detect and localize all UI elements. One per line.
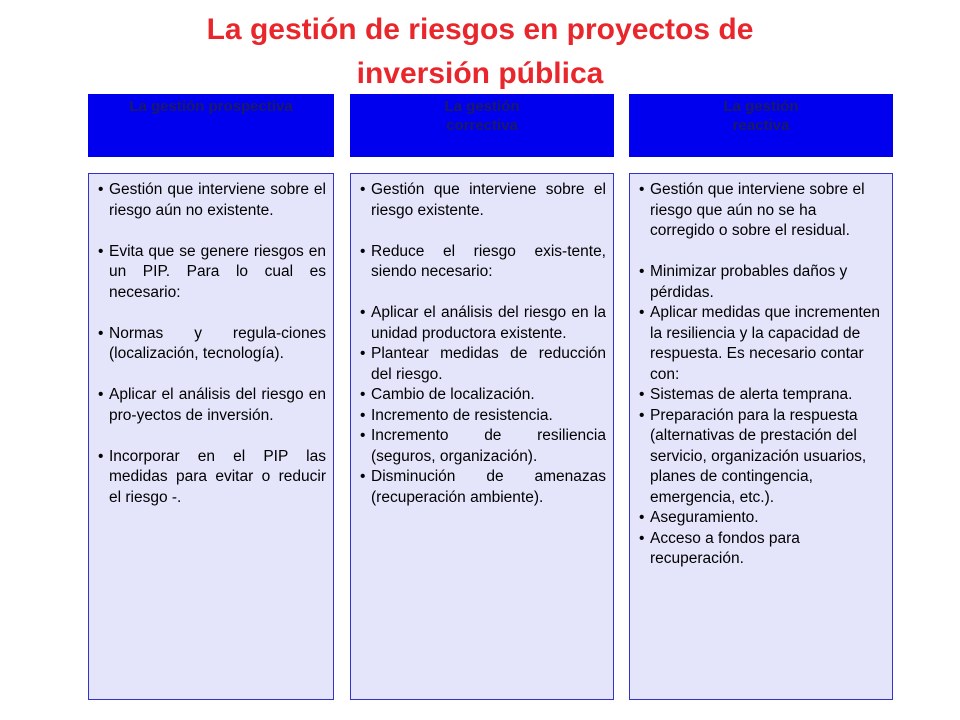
list-item [98,180,326,221]
list-item [98,447,326,509]
list-item-text: Aseguramiento. [650,509,759,526]
bullet-icon: • [98,181,104,198]
list-item [360,385,606,406]
list-item-text: Sistemas de alerta temprana. [650,386,853,403]
list-item-text: Incremento de resiliencia (seguros, organización). [371,427,606,465]
list-item-text: Reduce el riesgo exis-tente, siendo necesario: [371,242,606,280]
list-item-text: Preparación para la respuesta (alternativas de prestación del servicio, organización usuarios, planes de contingencia, emergencia, etc.). [650,406,867,506]
page-title-line-1: La gestión de riesgos en proyectos de [206,13,754,46]
list-item [360,406,606,427]
bullet-icon: • [98,242,104,260]
header-line: La gestión [723,98,799,115]
list-item-text: Disminución de amenazas (recuperación ambiente). [371,468,606,506]
list-item [639,262,885,303]
list-item-text: Aplicar el análisis del riesgo en pro-yectos de inversión. [109,386,326,424]
list-item [98,242,326,304]
list-item-text: Acceso a fondos para recuperación. [650,529,800,567]
page-title-line-2: inversión pública [356,57,604,90]
list-item-text: Minimizar probables daños y pérdidas. [650,263,848,301]
list-item [639,180,885,242]
list-item-text: Incremento de resistencia. [371,406,553,424]
bullet-icon: • [360,386,366,403]
list-item [360,467,606,508]
list-item-text: Evita que se genere riesgos en un PIP. Para lo cual es necesario: [109,242,326,301]
bullet-icon: • [360,468,366,485]
list-item [639,529,885,570]
header-line: correctiva [446,117,518,134]
bullet-icon: • [360,345,366,362]
list-item [639,303,885,385]
list-item [360,180,606,221]
bullet-icon: • [639,529,645,547]
bullet-icon: • [360,406,366,424]
panel-reactiva [629,173,893,700]
bullet-icon: • [639,386,645,403]
bullet-icon: • [98,386,104,403]
list-item [639,406,885,509]
bullet-icon: • [360,304,366,321]
list-item [360,242,606,283]
header-line: La gestión [444,98,520,115]
list-item-text: Gestión que interviene sobre el riesgo existente. [371,181,606,219]
bullet-icon: • [360,427,366,444]
list-item [639,508,885,529]
list-item [360,344,606,385]
header-prospectiva [88,94,334,157]
panel-correctiva [350,173,614,700]
list-item-text: Normas y regula-ciones (localización, tecnología). [109,324,326,362]
list-item-text: Aplicar medidas que incrementen la resiliencia y la capacidad de respuesta. Es necesario contar con: [650,304,881,383]
list-item-text: Gestión que interviene sobre el riesgo aún no existente. [109,181,326,219]
list-item-text: Incorporar en el PIP las medidas para evitar o reducir el riesgo -. [109,447,326,506]
header-line: reactiva [732,117,790,134]
list-item-text: Plantear medidas de reducción del riesgo. [371,345,606,383]
bullet-icon: • [360,181,366,198]
bullet-icon: • [639,509,645,526]
list-item [639,385,885,406]
list-item-text: Cambio de localización. [371,386,535,403]
list-item-text: Aplicar el análisis del riesgo en la unidad productora existente. [371,304,606,342]
bullet-icon: • [639,181,645,198]
bullet-icon: • [639,406,645,424]
list-item [360,303,606,344]
list-item-text: Gestión que interviene sobre el riesgo que aún no se ha corregido o sobre el residual. [650,181,865,239]
header-line: La gestión prospectiva [129,98,293,115]
bullet-icon: • [98,447,104,465]
list-item [360,426,606,467]
header-correctiva [350,94,614,157]
bullet-icon: • [639,263,645,280]
header-reactiva [629,94,893,157]
list-item [98,385,326,426]
panel-prospectiva [88,173,334,700]
bullet-icon: • [639,304,645,321]
bullet-icon: • [98,324,104,342]
list-item [98,324,326,365]
bullet-icon: • [360,242,366,260]
page-title [0,8,960,96]
